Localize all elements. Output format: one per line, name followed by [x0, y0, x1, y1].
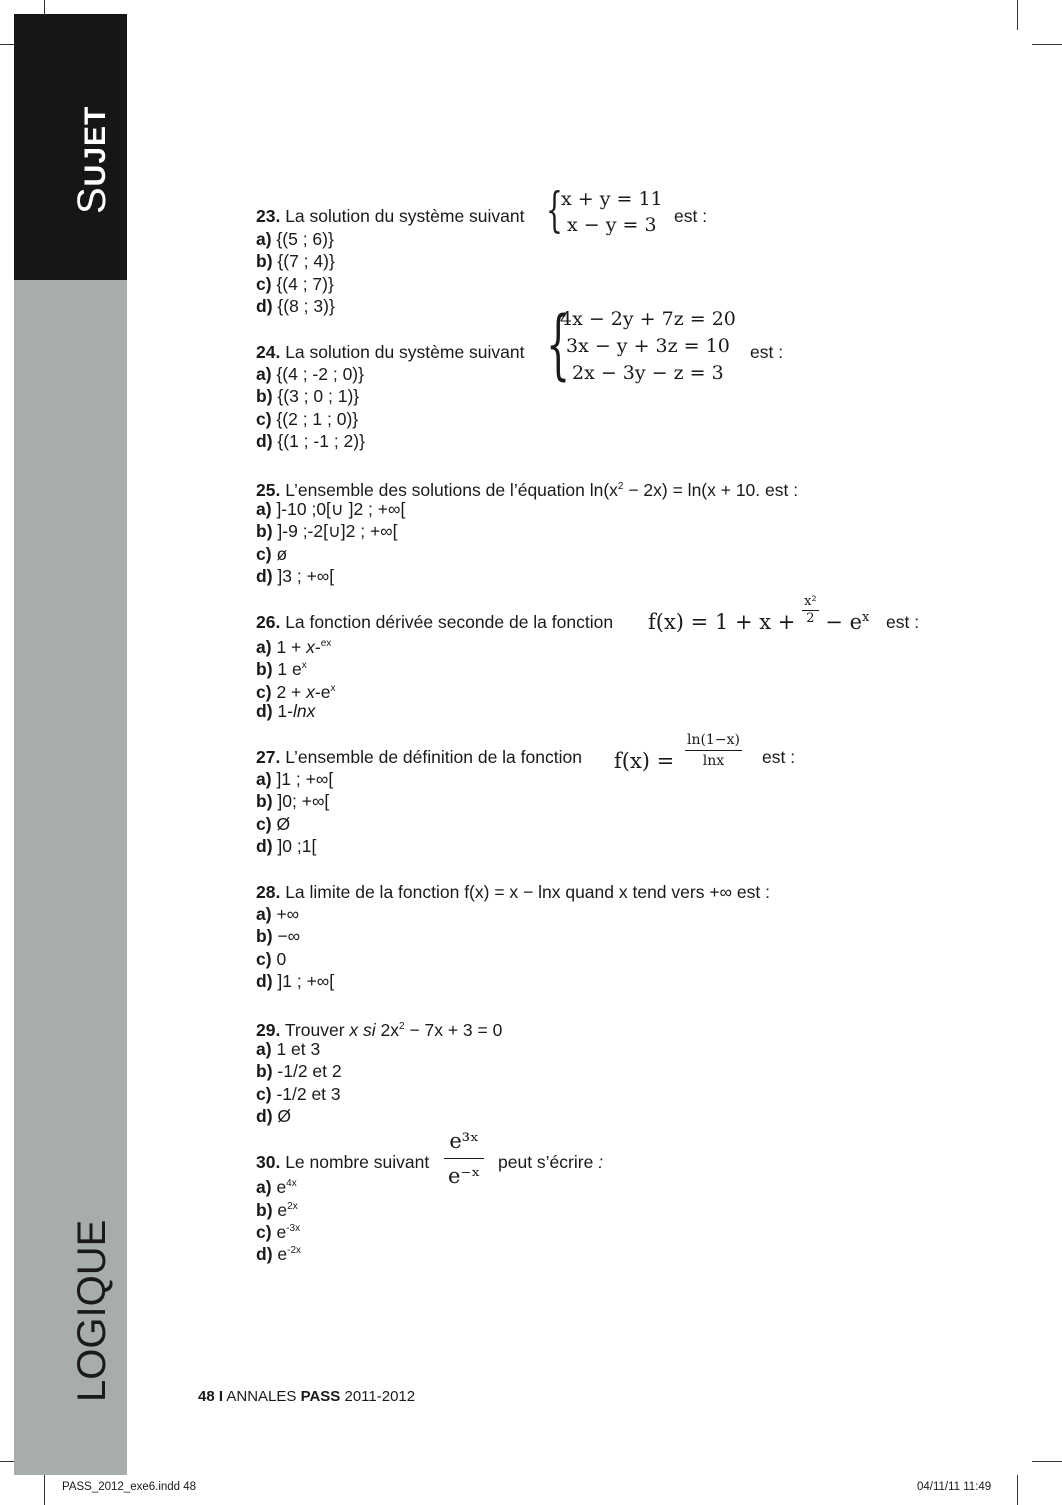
slug-file: PASS_2012_exe6.indd 48: [62, 1481, 197, 1493]
question-25: 25. L’ensemble des solutions de l’équation $\ln(x^2 - 2x) = \ln(x + 10$. est :: [256, 480, 799, 500]
answer-option[interactable]: c) 0: [256, 949, 287, 969]
question-28: 28. La limite de la fonction f(x) = x − lnx quand x tend vers +∞ est :: [256, 882, 770, 902]
answer-option[interactable]: b) ]-9 ;-2[∪]2 ; +∞[: [256, 521, 398, 541]
answer-option[interactable]: c) $2 + x-e^x$: [256, 682, 336, 702]
expression: $\frac{\text{e³ˣ}}{\text{e⁻ˣ}}$: [444, 1124, 484, 1193]
answer-option[interactable]: d) $e^{-2x}$: [256, 1244, 302, 1264]
page-footer: [198, 1388, 415, 1405]
answer-option[interactable]: a) $e^{4x}$: [256, 1177, 297, 1197]
subject-title: LOGIQUE: [70, 1219, 114, 1402]
crop-mark: [44, 1475, 45, 1505]
answer-option[interactable]: d) {(8 ; 3)}: [256, 296, 335, 316]
answer-option[interactable]: b) 1 $e^x$: [256, 659, 307, 679]
section-title: SUJET: [70, 105, 114, 214]
crop-mark: [1017, 1475, 1018, 1505]
answer-option[interactable]: c) ø: [256, 544, 288, 564]
function-formula: f(x) = $\frac{\ln(1-x)}{\ln x}$: [614, 732, 740, 773]
answer-option[interactable]: c) -1/2 et 3: [256, 1084, 341, 1104]
answer-option[interactable]: c) $e^{-3x}$: [256, 1222, 301, 1242]
footer-annales: ANNALES: [226, 1388, 297, 1405]
answer-option[interactable]: d) ]1 ; +∞[: [256, 971, 335, 991]
answer-option[interactable]: a) 1 + x-$^{ex}$: [256, 637, 332, 657]
answer-option[interactable]: d) ]3 ; +∞[: [256, 566, 335, 586]
answer-option[interactable]: a) {(5 ; 6)}: [256, 229, 334, 249]
answer-option[interactable]: b) ]0; +∞[: [256, 791, 330, 811]
answer-option[interactable]: d) ]0 ;1[: [256, 836, 317, 856]
answer-option[interactable]: c) {(4 ; 7)}: [256, 274, 334, 294]
answer-option[interactable]: b) {(3 ; 0 ; 1)}: [256, 386, 360, 406]
slug-date: 04/11/11 11:49: [917, 1481, 992, 1493]
footer-pass: PASS: [300, 1388, 341, 1405]
answer-option[interactable]: c) {(2 ; 1 ; 0)}: [256, 409, 359, 429]
crop-mark: [1017, 0, 1018, 30]
system-brace: {: [546, 182, 563, 238]
footer-separator: I: [218, 1388, 224, 1405]
crop-mark: [1032, 1461, 1062, 1462]
answer-option[interactable]: a) ]-10 ;0[∪ ]2 ; +∞[: [256, 499, 406, 519]
answer-option[interactable]: b) {(7 ; 4)}: [256, 251, 335, 271]
answer-option[interactable]: d) Ø: [256, 1106, 292, 1126]
answer-option[interactable]: a) {(4 ; -2 ; 0)}: [256, 364, 364, 384]
answer-option[interactable]: a) 1 et 3: [256, 1039, 321, 1059]
answer-option[interactable]: b) −∞: [256, 926, 301, 946]
page-number: 48: [198, 1388, 215, 1405]
answer-option[interactable]: d) 1-lnx: [256, 701, 316, 721]
question-29: 29. Trouver x si $2x^2 - 7x + 3 = 0$: [256, 1020, 503, 1040]
answer-option[interactable]: d) {(1 ; -1 ; 2)}: [256, 431, 365, 451]
answer-option[interactable]: a) ]1 ; +∞[: [256, 769, 334, 789]
footer-year: 2011-2012: [344, 1388, 416, 1405]
answer-option[interactable]: b) -1/2 et 2: [256, 1061, 342, 1081]
system-equations: x + y = 11 x − y = 3: [561, 188, 663, 236]
answer-option[interactable]: b) $e^{2x}$: [256, 1200, 298, 1220]
crop-mark: [1032, 44, 1062, 45]
answer-option[interactable]: a) +∞: [256, 904, 300, 924]
answer-option[interactable]: c) Ø: [256, 814, 291, 834]
system-brace: {: [546, 299, 571, 388]
function-formula: f(x) = 1 + x + $\frac{\text{x²}}{2}$ − $e^x$: [648, 594, 870, 634]
system-equations: 4x − 2y + 7z = 20 3x − y + 3z = 10 2x − 3y − z = 3: [560, 308, 736, 384]
